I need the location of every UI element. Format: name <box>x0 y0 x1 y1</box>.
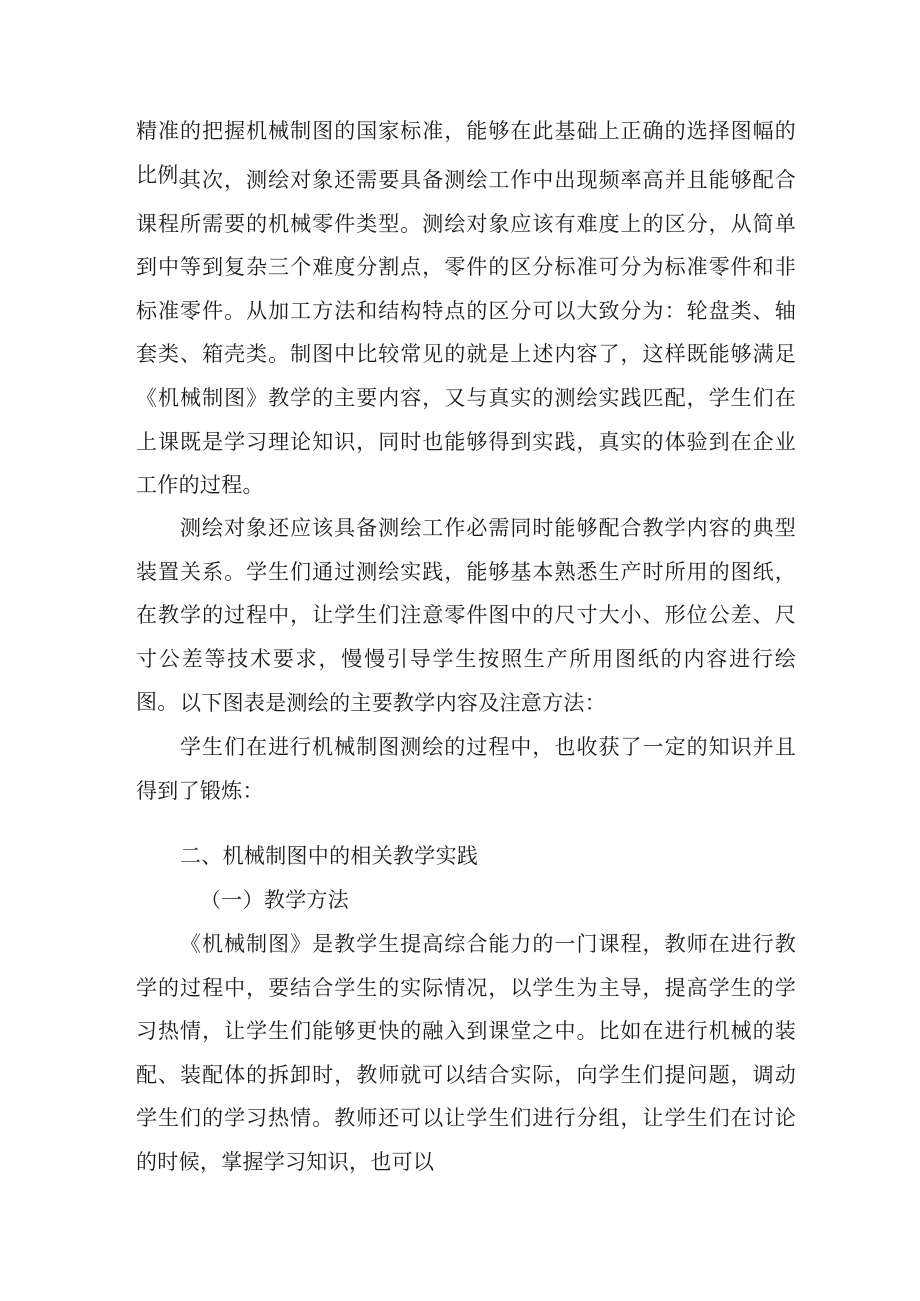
paragraph-assembly-relations: 测绘对象还应该具备测绘工作必需同时能够配合教学内容的典型装置关系。学生们通过测绘实践，能够基本熟悉生产时所用的图纸，在教学的过程中，让学生们注意零件图中的尺寸大小、形位公差、尺寸公差等技术要求，慢慢引导学生按照生产所用图纸的内容进行绘图。 <box>136 516 796 715</box>
paragraph-teaching-method: 《机械制图》是教学生提高综合能力的一门课程，教师在进行教学的过程中，要结合学生的实际情况，以学生为主导，提高学生的学习热情，让学生们能够更快的融入到课堂之中。比如在进行机械的装配、装配体的拆卸时，教师就可以结合实际，向学生们提问题，调动学生们的学习热情。教师还可以让学生们进行分组，让学生们在讨论的时候，掌握学习知识，也可以 <box>136 932 796 1174</box>
paragraph-survey-object-types: 其次，测绘对象还需要具备测绘工作中出现频率高并且能够配合课程所需要的机械零件类型。测绘对象应该有难度上的区分，从简单到中等到复杂三个难度分割点，零件的区分标准可分为标准零件和非标准零件。从加工方法和结构特点的区分可以大致分为：轮盘类、轴套类、箱壳类。制图中比较常见的就是上述内容了，这样既能够满足《机械制图》教学的主要内容，又与真实的测绘实践匹配，学生们在上课既是学习理论知识，同时也能够得到实践，真实的体验到在企业工作的过程。 <box>136 168 796 498</box>
subsection-heading: （一）教学方法 <box>200 888 350 912</box>
paragraph-student-gains: 学生们在进行机械制图测绘的过程中，也收获了一定的知识并且得到了锻炼： <box>136 735 796 803</box>
section-heading: 二、机械制图中的相关教学实践 <box>180 844 479 868</box>
paragraph-chart-intro: 以下图表是测绘的主要教学内容及注意方法： <box>180 691 606 715</box>
paragraph-continuation: 精准的把握机械制图的国家标准，能够在此基础上正确的选择图幅的比例。 <box>136 119 796 187</box>
